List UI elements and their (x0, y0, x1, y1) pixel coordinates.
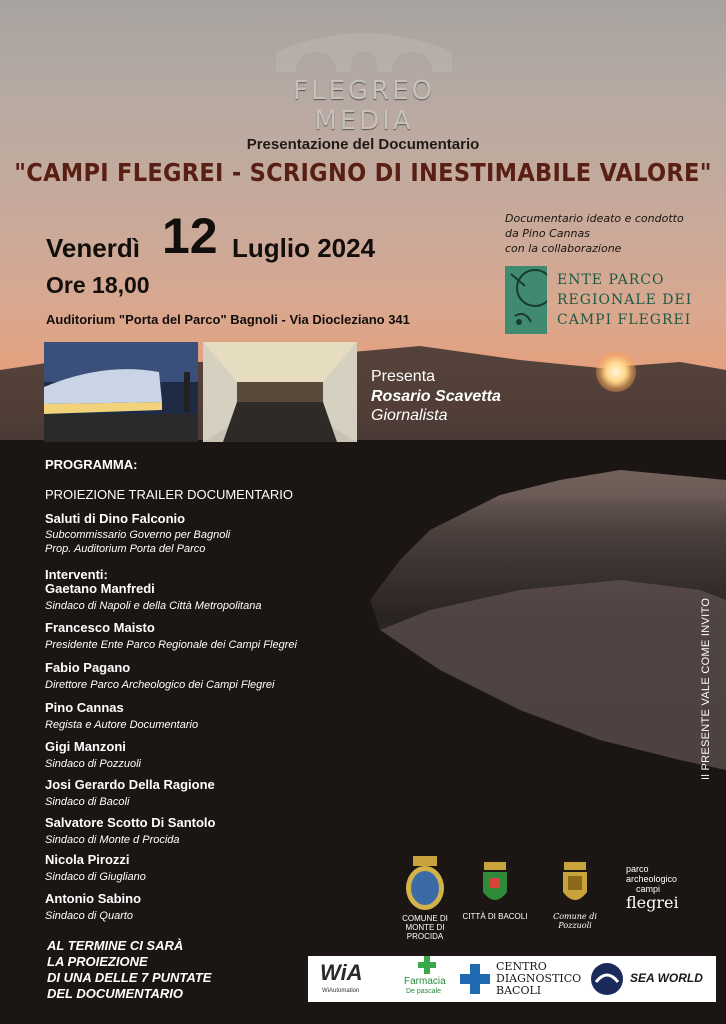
speaker-name: Pino Cannas (45, 700, 124, 715)
crest-icon (403, 852, 447, 912)
speaker-role: Sindaco di Pozzuoli (45, 758, 142, 770)
documentary-title: "CAMPI FLEGREI - SCRIGNO DI INESTIMABILE VALORE" (14, 158, 712, 187)
speaker-name: Gigi Manzoni (45, 739, 126, 754)
speaker-name: Salvatore Scotto Di Santolo (45, 815, 216, 830)
speaker-item (45, 620, 297, 652)
sponsor-wia-sub: WiAutomation (322, 988, 360, 994)
crest-monte-di-procida (392, 852, 458, 941)
ente-parco-icon (505, 266, 547, 334)
logo-text: FLEGREO MEDIA (293, 76, 435, 136)
greetings-role: Prop. Auditorium Porta del Parco (45, 543, 206, 555)
speaker-item (45, 581, 261, 613)
auditorium-interior-photo (203, 342, 357, 442)
presentation-label: Presentazione del Documentario (246, 136, 480, 153)
credits-line: con la collaborazione (505, 242, 622, 255)
seaworld-emblem-icon (590, 962, 624, 996)
speaker-name: Fabio Pagano (45, 660, 131, 675)
documentary-credits (505, 211, 715, 256)
speaker-item (45, 700, 198, 732)
crest-label: MONTE DI PROCIDA (405, 923, 445, 941)
crest-icon (560, 860, 590, 910)
event-day: Venerdì (46, 233, 140, 263)
speaker-item (45, 852, 146, 884)
speaker-role: Direttore Parco Archeologico dei Campi Flegrei (45, 679, 275, 691)
event-month-year: Luglio 2024 (232, 233, 376, 263)
speaker-name: Josi Gerardo Della Ragione (45, 777, 215, 792)
programme-trailer: PROIEZIONE TRAILER DOCUMENTARIO (45, 487, 293, 502)
sponsor-strip (308, 956, 716, 1002)
crest-label: CITTÀ DI BACOLI (462, 912, 528, 921)
greetings-role: Subcommissario Governo per Bagnoli (45, 529, 231, 541)
crest-label: COMUNE DI (402, 914, 448, 923)
invite-note (700, 575, 712, 780)
centro-cross-icon (460, 964, 490, 994)
presenter-role: Giornalista (371, 407, 448, 424)
closing-line: AL TERMINE CI SARÀ (47, 938, 184, 953)
ente-parco-logo (505, 266, 705, 334)
centro-line: CENTRO (496, 960, 547, 973)
speaker-name: Gaetano Manfredi (45, 581, 155, 596)
speaker-item (45, 660, 274, 692)
closing-note (47, 938, 211, 1002)
crest-pozzuoli (536, 860, 614, 930)
farmacia-cross-icon (418, 956, 436, 974)
parco-label: parco (626, 864, 649, 874)
sponsor-farmacia: Farmacia (404, 976, 446, 987)
sun (596, 352, 636, 392)
credits-line: da Pino Cannas (505, 227, 590, 240)
speaker-role: Sindaco di Bacoli (45, 796, 130, 808)
interventions-label: Interventi: (45, 567, 108, 582)
closing-line: DEL DOCUMENTARIO (47, 986, 184, 1001)
greetings-name: Saluti di Dino Falconio (45, 511, 186, 526)
speaker-item (45, 815, 215, 847)
crest-bacoli (462, 860, 528, 921)
speaker-role: Sindaco di Quarto (45, 910, 134, 922)
centro-line: DIAGNOSTICO (496, 972, 582, 985)
parco-archeologico-logo (626, 864, 698, 912)
ente-parco-text (557, 270, 692, 330)
event-time: Ore 18,00 (46, 272, 150, 298)
speaker-item (45, 739, 141, 771)
speaker-item (45, 891, 141, 923)
speaker-role: Regista e Autore Documentario (45, 719, 199, 731)
sponsor-wia: WiA (320, 960, 363, 985)
auditorium-exterior-photo (44, 342, 198, 442)
sponsor-seaworld: SEA WORLD (630, 971, 703, 985)
flegreo-media-arch-logo (272, 22, 456, 74)
centro-line: BACOLI (496, 984, 542, 997)
speaker-item (45, 777, 215, 809)
presenter-label: Presenta (371, 368, 436, 385)
crest-icon (480, 860, 510, 910)
invite-note-text: Il PRESENTE VALE COME INVITO (700, 597, 712, 780)
speaker-name: Francesco Maisto (45, 620, 155, 635)
partner-line: ENTE PARCO (557, 272, 665, 288)
speaker-role: Sindaco di Giugliano (45, 871, 146, 883)
speaker-name: Nicola Pirozzi (45, 852, 130, 867)
closing-line: LA PROIEZIONE (47, 954, 148, 969)
crest-label: Comune di Pozzuoli (553, 912, 597, 930)
presenter-name: Rosario Scavetta (371, 388, 501, 405)
sponsor-farmacia-sub: De pascale (406, 988, 442, 995)
partner-line: CAMPI FLEGREI (557, 312, 692, 328)
parco-label: archeologico (626, 874, 678, 884)
event-venue: Auditorium "Porta del Parco" Bagnoli - Via Diocleziano 341 (46, 312, 410, 327)
speaker-role: Sindaco di Monte d Procida (45, 834, 180, 846)
credits-line: Documentario ideato e condotto (505, 212, 684, 225)
programme-heading: PROGRAMMA: (45, 457, 138, 472)
greetings-block (45, 511, 230, 556)
speaker-role: Sindaco di Napoli e della Città Metropolitana (45, 600, 262, 612)
partner-line: REGIONALE DEI (557, 292, 693, 308)
event-day-number: 12 (162, 208, 218, 264)
parco-label-large: flegrei (626, 893, 679, 912)
closing-line: DI UNA DELLE 7 PUNTATE (47, 970, 212, 985)
parco-label: campi (636, 884, 661, 894)
speaker-role: Presidente Ente Parco Regionale dei Campi Flegrei (45, 639, 297, 651)
sponsor-centro-diagnostico (496, 961, 581, 997)
speaker-name: Antonio Sabino (45, 891, 142, 906)
